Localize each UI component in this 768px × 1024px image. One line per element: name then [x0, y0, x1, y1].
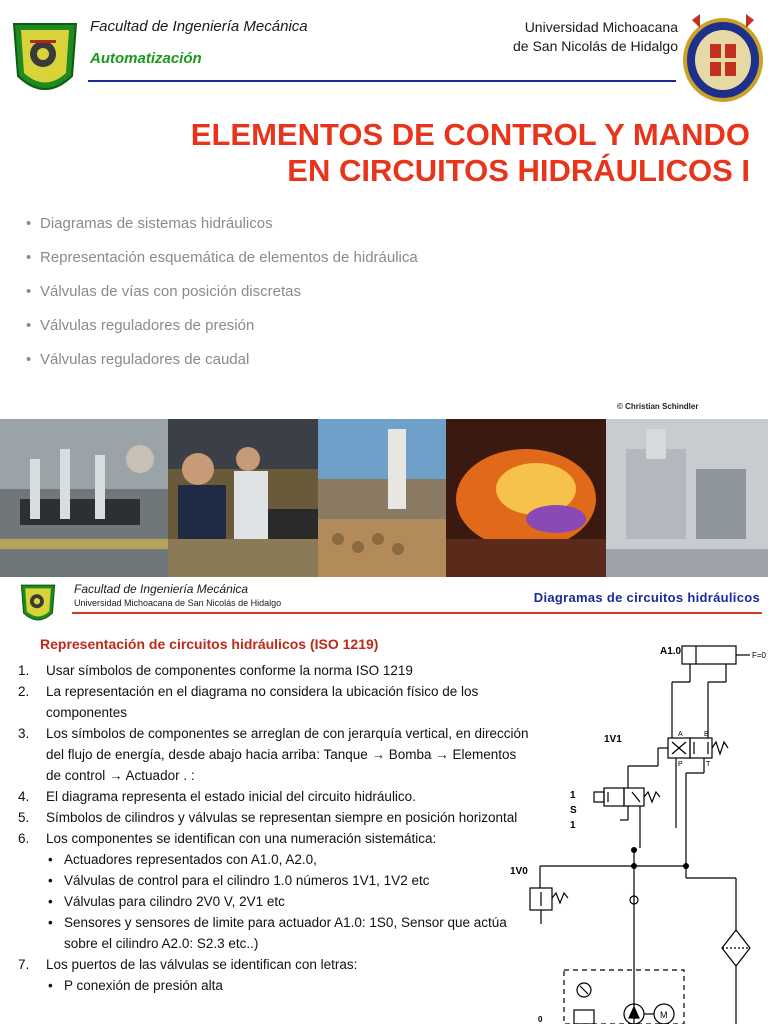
slide-subtitle: Representación de circuitos hidráulicos (ISO 1219)	[40, 636, 379, 652]
zero-label: 0	[538, 1015, 543, 1024]
photo-engineers-computer	[168, 419, 318, 577]
list-item: 7. Los puertos de las válvulas se identifican con letras:	[18, 957, 358, 972]
sub-list-item: • Sensores y sensores de limite para actuador A1.0: 1S0, Sensor que actúa sobre el cilindro A2.0: S2.3 etc..)	[48, 915, 507, 951]
sub-list-item: • Válvulas de control para el cilindro 1.0 números 1V1, 1V2 etc	[48, 873, 430, 888]
valve-1v1-right	[690, 738, 712, 758]
title-line-2: EN CIRCUITOS HIDRÁULICOS I	[287, 153, 750, 188]
list-item: 1. Usar símbolos de componentes conforme la norma ISO 1219	[18, 663, 413, 678]
valve-1s1-left	[604, 788, 624, 806]
sensor-label-1: 1	[570, 790, 576, 801]
sensor-label-2: 1	[570, 820, 576, 831]
header-divider	[72, 612, 762, 614]
valve-1v1-label: 1V1	[604, 734, 622, 745]
faculty-shield-logo-small	[18, 582, 58, 628]
list-item: 6. Los componentes se identifican con una numeración sistemática:	[18, 831, 437, 846]
list-item: 2. La representación en el diagrama no considera la ubicación físico de los componentes	[18, 684, 479, 720]
faculty-shield-logo	[10, 18, 80, 104]
sub-list-item: • Actuadores representados con A1.0, A2.0,	[48, 852, 317, 867]
photo-credit: © Christian Schindler	[617, 402, 699, 411]
sub-list-item: • Válvulas para cilindro 2V0 V, 2V1 etc	[48, 894, 285, 909]
university-line-2: de San Nicolás de Hidalgo	[513, 38, 678, 54]
hydraulic-circuit-diagram	[500, 638, 768, 1024]
port-b-label: B	[704, 731, 709, 738]
slide-title	[130, 117, 750, 189]
cylinder-label: A1.0	[660, 646, 682, 657]
list-item: • Válvulas de vías con posición discretas	[26, 283, 301, 300]
course-name: Automatización	[90, 50, 202, 67]
cylinder-body	[682, 646, 736, 664]
photo-hot-steel	[446, 419, 606, 577]
list-item: • Válvulas reguladores de presión	[26, 317, 255, 334]
list-item: • Válvulas reguladores de caudal	[26, 351, 250, 368]
faculty-name: Facultad de Ingeniería Mecánica	[90, 18, 308, 35]
university-name: Universidad Michoacana de San Nicolás de Hidalgo	[74, 598, 282, 608]
list-item: • Representación esquemática de elementos de hidráulica	[26, 249, 418, 266]
port-t-label: T	[706, 761, 711, 768]
cylinder-port-label: F=0	[752, 651, 767, 660]
topic-list	[26, 210, 586, 380]
title-line-1: ELEMENTOS DE CONTROL Y MANDO	[190, 117, 750, 152]
header-divider	[88, 80, 676, 82]
content-slide	[0, 578, 768, 1024]
valve-1s1-right	[624, 788, 644, 806]
list-item: 3. Los símbolos de componentes se arreglan de con jerarquía vertical, en dirección del flujo de energía, desde abajo hacia arriba: Tanque → Bomba → Elementos de control → Actuador . :	[18, 726, 529, 783]
university-name	[513, 18, 678, 56]
port-p-label: P	[678, 761, 683, 768]
port-a-label: A	[678, 731, 683, 738]
list-item: 5. Símbolos de cilindros y válvulas se representan siempre en posición horizontal	[18, 810, 518, 825]
university-line-1: Universidad Michoacana	[524, 19, 678, 35]
list-item: 4. El diagrama representa el estado inicial del circuito hidráulico.	[18, 789, 416, 804]
university-seal-logo	[680, 10, 766, 104]
photo-industrial-plant	[606, 419, 768, 577]
photo-strip	[0, 419, 768, 577]
rules-list	[18, 660, 530, 996]
sub-list-item: • P conexión de presión alta	[48, 978, 223, 993]
section-heading: Diagramas de circuitos hidráulicos	[533, 590, 760, 605]
sensor-label-s: S	[570, 805, 577, 816]
list-item: • Diagramas de sistemas hidráulicos	[26, 215, 273, 232]
photo-hydraulic-manifold	[0, 419, 168, 577]
faculty-name: Facultad de Ingeniería Mecánica	[74, 582, 249, 596]
photo-paper-mill	[318, 419, 446, 577]
motor-label: M	[660, 1010, 668, 1020]
valve-1v0-label: 1V0	[510, 866, 528, 877]
